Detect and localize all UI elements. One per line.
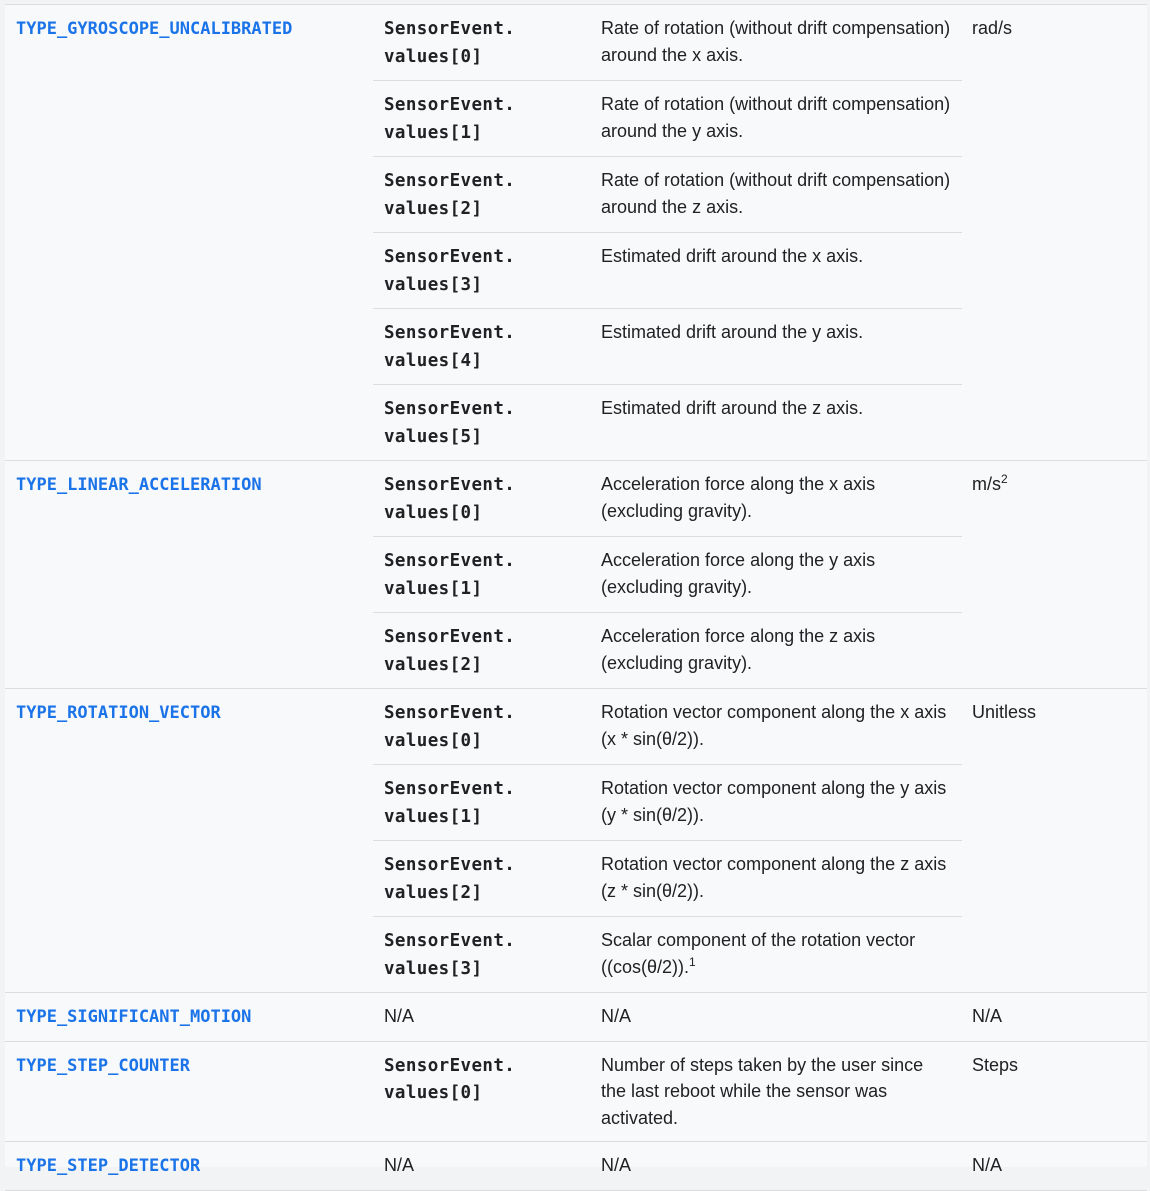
sensor-table [5,5,1147,1191]
data-value-cell [373,917,590,993]
data-value-cell [373,613,590,689]
description-text: Estimated drift around the y axis. [601,322,864,342]
code-field: values[0] [384,730,483,751]
data-value-cell [373,537,590,613]
code-field: values[2] [384,882,483,903]
data-value-cell [373,385,590,461]
unit-cell [962,993,1147,1042]
sensor-type-link[interactable]: TYPE_STEP_DETECTOR [16,1156,201,1176]
description-cell [590,461,962,537]
sensor-event-code [384,627,515,675]
unit-cell [962,461,1147,689]
description-text: Acceleration force along the x axis (excluding gravity). [601,474,876,521]
code-object: SensorEvent. [384,1055,516,1076]
description-cell [590,537,962,613]
sensor-type-link[interactable]: TYPE_LINEAR_ACCELERATION [16,475,262,495]
code-object: SensorEvent. [384,399,516,419]
code-object: SensorEvent. [384,247,516,267]
data-value-cell [373,81,590,157]
data-value-cell [373,157,590,233]
sensor-name-cell [5,1142,373,1191]
unit-text: Steps [972,1054,1019,1075]
table-row [5,5,1147,81]
unit-cell [962,5,1147,461]
unit-text: N/A [972,1006,1003,1026]
description-text: N/A [601,1006,632,1026]
description-text: Rate of rotation (without drift compensation) around the x axis. [601,18,951,65]
sensor-event-code [384,855,515,903]
data-value-cell [373,841,590,917]
unit-cell [962,689,1147,993]
unit-cell [962,1142,1147,1191]
data-value-cell [373,5,590,81]
sensor-event-code [384,247,515,295]
code-field: values[2] [384,654,483,675]
data-value-text: N/A [384,1006,415,1026]
data-value-text: N/A [384,1155,415,1175]
data-value-cell [373,993,590,1042]
table-row [5,1041,1147,1142]
sensor-event-code [384,931,515,979]
description-cell [590,841,962,917]
unit-text: m/s [972,474,1001,494]
description-cell [590,689,962,765]
description-text: Rotation vector component along the z axis (z * sin(θ/2)). [601,854,947,901]
sensor-type-link[interactable]: TYPE_GYROSCOPE_UNCALIBRATED [16,19,293,39]
code-field: values[3] [384,274,483,295]
unit-text: N/A [972,1155,1003,1175]
unit-cell [962,1041,1147,1142]
code-object: SensorEvent. [384,855,516,875]
description-cell [590,613,962,689]
code-field: values[5] [384,426,483,447]
code-field: values[0] [384,1083,483,1103]
description-text: N/A [601,1155,632,1175]
code-object: SensorEvent. [384,779,516,799]
data-value-cell [373,765,590,841]
unit-text: rad/s [972,18,1013,38]
footnote-marker[interactable]: 1 [689,954,696,969]
description-cell [590,765,962,841]
sensor-table-container [5,4,1147,1176]
sensor-name-cell [5,1041,373,1142]
code-object: SensorEvent. [384,95,516,115]
sensor-name-cell [5,461,373,689]
description-cell [590,917,962,993]
sensor-event-code [384,551,515,599]
unit-exponent: 2 [1001,472,1008,486]
data-value-cell [373,1041,590,1142]
description-cell [590,81,962,157]
sensor-name-cell [5,993,373,1042]
sensor-table-body [5,5,1147,1190]
code-field: values[1] [384,578,483,599]
table-row [5,1142,1147,1191]
unit-text: Unitless [972,702,1037,722]
sensor-event-code [384,399,515,447]
sensor-type-link[interactable]: TYPE_SIGNIFICANT_MOTION [16,1007,252,1027]
description-text: Rotation vector component along the y axis (y * sin(θ/2)). [601,778,947,825]
description-cell [590,993,962,1042]
sensor-event-code [384,703,515,751]
sensor-type-link[interactable]: TYPE_ROTATION_VECTOR [16,703,221,723]
description-text: Estimated drift around the x axis. [601,246,864,266]
description-cell [590,5,962,81]
code-field: values[3] [384,958,483,979]
description-text: Rate of rotation (without drift compensation) around the z axis. [601,170,951,217]
code-field: values[0] [384,502,483,523]
sensor-event-code [384,19,515,67]
sensor-event-code [384,1056,515,1104]
sensor-event-code [384,779,515,827]
table-row [5,689,1147,765]
description-cell [590,157,962,233]
description-cell [590,309,962,385]
code-object: SensorEvent. [384,19,516,39]
code-object: SensorEvent. [384,931,516,951]
description-cell [590,385,962,461]
code-field: values[2] [384,198,483,219]
table-row [5,461,1147,537]
code-object: SensorEvent. [384,323,516,343]
code-field: values[1] [384,122,483,143]
data-value-cell [373,233,590,309]
sensor-event-code [384,475,515,523]
description-text: Estimated drift around the z axis. [601,398,864,418]
sensor-event-code [384,171,515,219]
code-field: values[1] [384,806,483,827]
code-field: values[0] [384,46,483,67]
sensor-type-link[interactable]: TYPE_STEP_COUNTER [16,1055,190,1076]
description-text: Rate of rotation (without drift compensation) around the y axis. [601,94,951,141]
code-object: SensorEvent. [384,551,516,571]
sensor-name-cell [5,5,373,461]
code-object: SensorEvent. [384,703,516,723]
code-object: SensorEvent. [384,627,516,647]
data-value-cell [373,309,590,385]
description-text: Acceleration force along the z axis (excluding gravity). [601,626,876,673]
data-value-cell [373,461,590,537]
description-text: Acceleration force along the y axis (excluding gravity). [601,550,876,597]
sensor-event-code [384,95,515,143]
sensor-name-cell [5,689,373,993]
data-value-cell [373,1142,590,1191]
code-object: SensorEvent. [384,171,516,191]
code-object: SensorEvent. [384,475,516,495]
description-text: Rotation vector component along the x axis (x * sin(θ/2)). [601,702,947,749]
table-row [5,993,1147,1042]
code-field: values[4] [384,350,483,371]
description-text: Number of steps taken by the user since the last reboot while the sensor was activated. [601,1054,924,1128]
data-value-cell [373,689,590,765]
description-cell [590,1041,962,1142]
description-cell [590,233,962,309]
description-cell [590,1142,962,1191]
sensor-event-code [384,323,515,371]
description-text: Scalar component of the rotation vector ((cos(θ/2)). [601,930,916,977]
